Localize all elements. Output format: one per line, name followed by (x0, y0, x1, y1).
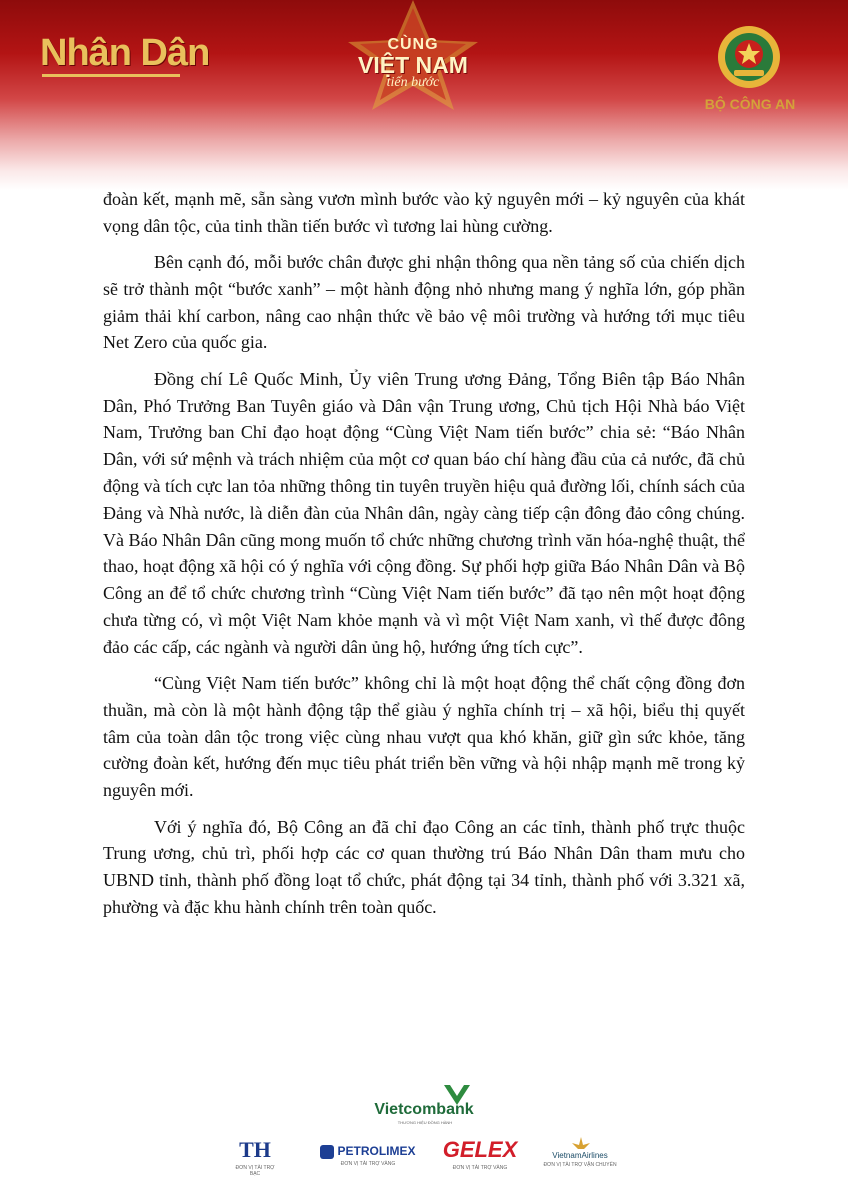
sponsor-name: VietnamAirlines (552, 1151, 608, 1160)
sponsor-footer (0, 1075, 848, 1200)
sponsor-gelex (440, 1137, 520, 1177)
logo-line-2: VIỆT NAM (358, 52, 468, 78)
cung-viet-nam-tien-buoc-logo (338, 0, 488, 120)
sponsor-tagline: ĐƠN VỊ TÀI TRỢ VÀNG (340, 1160, 396, 1167)
sponsor-name: GELEX (442, 1137, 518, 1162)
petrolimex-icon (320, 1145, 334, 1159)
bo-cong-an-label: BỘ CÔNG AN (704, 96, 796, 112)
nhan-dan-logo: Nhân Dân (40, 32, 210, 74)
sponsor-petrolimex (312, 1137, 424, 1177)
vietcombank-tagline: THƯƠNG HIỆU ĐỒNG HÀNH (397, 1120, 453, 1125)
sponsor-th (230, 1137, 280, 1177)
article-paragraph: Với ý nghĩa đó, Bộ Công an đã chỉ đạo Công an các tỉnh, thành phố trực thuộc Trung ương, chủ trì, phối hợp các cơ quan thường trú Báo Nhân Dân tham mưu cho UBND tỉnh, thành phố đồng loạt tổ chức, phát động tại 34 tỉnh, thành phố với 3.321 xã, phường và đặc khu hành chính trên toàn quốc. (103, 816, 745, 917)
sponsor-tagline: ĐƠN VỊ TÀI TRỢ VẬN CHUYỂN (543, 1162, 617, 1168)
page-header (0, 0, 848, 190)
article-paragraph: đoàn kết, mạnh mẽ, sẵn sàng vươn mình bước vào kỷ nguyên mới – kỷ nguyên của khát vọng dân tộc, của tinh thần tiến bước vì tương lai hùng cường. (103, 189, 745, 236)
article-paragraph: “Cùng Việt Nam tiến bước” không chỉ là một hoạt động thể chất cộng đồng đơn thuần, mà còn là một hành động tập thể giàu ý nghĩa chính trị – xã hội, biểu thị quyết tâm của toàn dân tộc trong việc cùng nhau vượt qua khó khăn, giữ gìn sức khỏe, tăng cường đoàn kết, hướng đến mục tiêu phát triển bền vững và hội nhập mạnh mẽ trong kỷ nguyên mới. (103, 673, 745, 801)
lotus-icon (572, 1137, 590, 1149)
logo-line-1: CÙNG (387, 36, 439, 53)
logo-line-3: tiến bước (386, 75, 440, 90)
sponsor-name: PETROLIMEX (337, 1144, 416, 1158)
article-body (103, 186, 745, 930)
sponsor-vietnam-airlines (540, 1137, 620, 1177)
police-emblem-icon (716, 24, 782, 90)
nhan-dan-logo-underline (42, 74, 180, 77)
article-paragraph: Bên cạnh đó, mỗi bước chân được ghi nhận thông qua nền tảng số của chiến dịch sẽ trở thành một “bước xanh” – một hành động nhỏ nhưng mang ý nghĩa lớn, góp phần giảm thải khí carbon, nâng cao nhận thức về bảo vệ môi trường và hướng tới mục tiêu Net Zero của quốc gia. (103, 252, 745, 353)
sponsor-tagline: ĐƠN VỊ TÀI TRỢ VÀNG (452, 1165, 508, 1171)
article-paragraph: Đồng chí Lê Quốc Minh, Ủy viên Trung ương Đảng, Tổng Biên tập Báo Nhân Dân, Phó Trưởng Ban Tuyên giáo và Dân vận Trung ương, Chủ tịch Hội Nhà báo Việt Nam, Trưởng ban Chỉ đạo hoạt động “Cùng Việt Nam tiến bước” chia sẻ: “Báo Nhân Dân, với sứ mệnh và trách nhiệm của một cơ quan báo chí hàng đầu của cả nước, đã chủ động và tích cực lan tỏa những thông tin tuyên truyền hiệu quả đường lối, chính sách của Đảng và Nhà nước, là diễn đàn của Nhân dân, ngày càng tiếp cận đông đảo công chúng. Và Báo Nhân Dân cũng mong muốn tổ chức những chương trình văn hóa-nghệ thuật, thể thao, hoạt động xã hội có ý nghĩa với cộng đồng. Sự phối hợp giữa Báo Nhân Dân và Bộ Công an để tổ chức chương trình “Cùng Việt Nam tiến bước” đã tạo nên một hoạt động chưa từng có, vì một Việt Nam khỏe mạnh và vì một Việt Nam xanh, vì thế được đông đảo các cấp, các ngành và người dân ủng hộ, hướng ứng tích cực”. (103, 368, 745, 657)
sponsor-name: TH (239, 1137, 271, 1162)
sponsor-tagline: ĐƠN VỊ TÀI TRỢ BẠC (235, 1165, 275, 1177)
vietcombank-logo: Vietcombank (374, 1101, 474, 1118)
